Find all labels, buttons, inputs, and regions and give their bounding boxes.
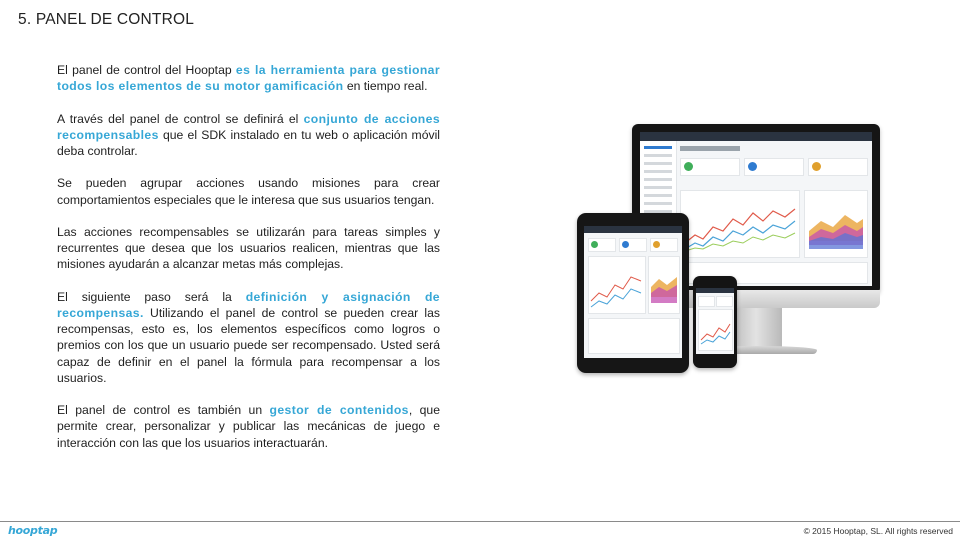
tablet-topbar — [584, 226, 682, 233]
tablet-card — [650, 238, 678, 252]
tablet-card — [588, 238, 616, 252]
phone-screenshot — [696, 288, 734, 354]
text-span: en tiempo real. — [343, 79, 428, 94]
text-span: , que permite crear, personalizar y publicar las mecánicas de juego e interacción con las que los usuarios interactuarán. — [57, 403, 440, 450]
highlight-span: conjunto de acciones recompensables — [57, 111, 440, 142]
tablet-card — [619, 238, 647, 252]
copyright-text: © 2015 Hooptap, SL. All rights reserved — [803, 526, 953, 536]
paragraph-3 — [57, 175, 440, 207]
tablet-line-graphic — [589, 257, 645, 313]
text-span: que el SDK instalado en tu web o aplicación móvil deba controlar. — [57, 127, 440, 158]
phone-card — [716, 296, 733, 307]
tablet-screenshot — [584, 226, 682, 358]
paragraph-1 — [57, 62, 440, 94]
highlight-span: gestor de contenidos — [269, 403, 409, 418]
tablet-line-chart — [588, 256, 646, 314]
dashboard-topbar — [640, 132, 872, 141]
tablet-panel — [588, 318, 680, 354]
area-chart-graphic — [805, 191, 867, 257]
body-text — [57, 62, 440, 467]
text-span: El panel de control es también un — [57, 403, 270, 418]
text-span: Utilizando el panel de control se pueden crear las recompensas, esto es, los elementos específicos como logros o premios con los que un usuario puede ser recompensado. Usted será capaz de definir en el panel la fórmula para recompensar a los usuarios. — [57, 305, 440, 385]
paragraph-5 — [57, 289, 440, 386]
text-span: A través del panel de control se definirá el — [57, 111, 304, 126]
phone-chart-graphic — [699, 310, 732, 350]
slide-title: 5. PANEL DE CONTROL — [18, 11, 195, 28]
text-span: El panel de control del Hooptap — [57, 63, 236, 77]
text-span: El siguiente paso será la — [57, 289, 246, 304]
tablet-illustration — [577, 213, 689, 373]
phone-chart — [698, 309, 733, 351]
footer-divider — [0, 521, 960, 522]
text-span: Las acciones recompensables se utilizarán para tareas simples y recurrentes que desea que los usuarios realicen, mientras que las misiones ayudarán a alcanzar metas más complejas. — [57, 224, 440, 272]
highlight-span: definición y asignación de recompensas. — [57, 289, 440, 320]
devices-mockup-image — [565, 118, 895, 398]
dashboard-heading — [680, 146, 740, 151]
dashboard-card — [744, 158, 804, 176]
tablet-area-chart — [648, 256, 680, 314]
dashboard-area-chart — [804, 190, 868, 258]
monitor-stand — [730, 308, 782, 348]
phone-illustration — [693, 276, 737, 368]
hooptap-logo: hooptap — [8, 524, 58, 537]
phone-topbar — [696, 288, 734, 293]
text-span: Se pueden agrupar acciones usando misiones para crear comportamientos especiales que le interesa que sus usuarios tengan. — [57, 176, 440, 207]
line-chart-graphic — [681, 191, 799, 257]
phone-card — [698, 296, 715, 307]
paragraph-2 — [57, 111, 440, 160]
dashboard-line-chart — [680, 190, 800, 258]
paragraph-4 — [57, 224, 440, 273]
dashboard-card — [808, 158, 868, 176]
tablet-area-graphic — [649, 257, 679, 313]
highlight-span: es la herramienta para gestionar todos los elementos de su motor gamificación — [57, 63, 440, 94]
paragraph-6 — [57, 402, 440, 451]
dashboard-card — [680, 158, 740, 176]
